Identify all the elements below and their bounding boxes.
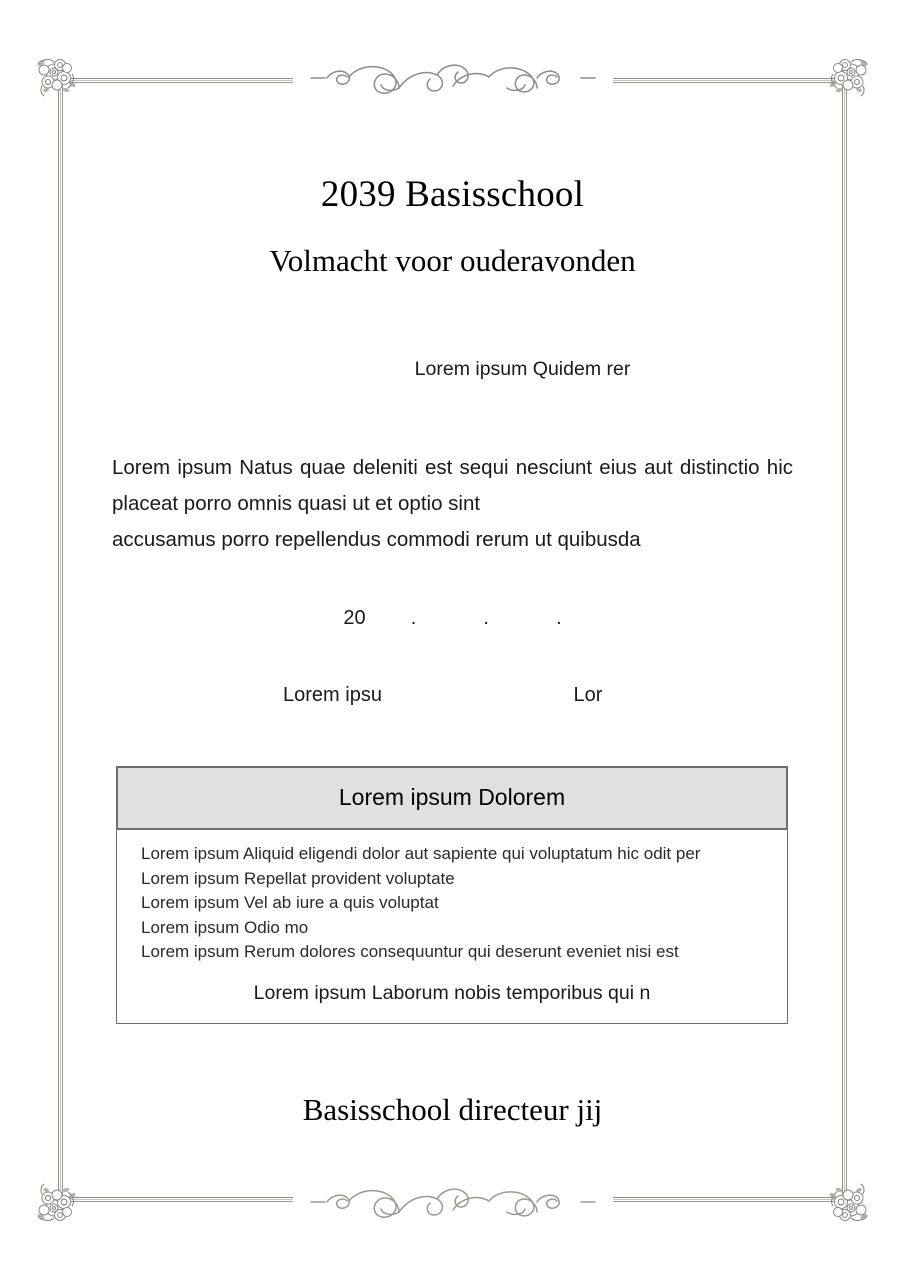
date-line xyxy=(0,607,905,630)
frame-rule-top xyxy=(58,78,847,83)
list-item: Lorem ipsum Repellat provident voluptate xyxy=(141,868,455,888)
list-item: Lorem ipsum Vel ab iure a quis voluptat xyxy=(141,893,439,912)
info-box-footnote: Lorem ipsum Laborum nobis temporibus qui n xyxy=(253,981,651,1004)
floral-rosette-icon-top-right xyxy=(821,52,873,104)
floral-rosette-icon-bottom-right xyxy=(821,1176,873,1228)
page-footer: Basisschool directeur jij xyxy=(302,1092,603,1127)
signature-label-right: Lor xyxy=(573,684,603,706)
floral-rosette-icon-bottom-left xyxy=(32,1176,84,1228)
body-paragraph-last-line: accusamus porro repellendus commodi rerum ut quibusda xyxy=(112,528,641,551)
date-separator-1: . xyxy=(410,607,417,629)
body-paragraph xyxy=(112,450,793,558)
info-box-header: Lorem ipsum Dolorem xyxy=(116,766,788,830)
list-item: Lorem ipsum Odio mo xyxy=(141,917,309,937)
list-item: Lorem ipsum Rerum dolores consequuntur qui deserunt eveniet nisi est xyxy=(141,942,679,961)
info-box-body xyxy=(116,830,788,1024)
body-paragraph-text: Lorem ipsum Natus quae deleniti est sequi nesciunt eius aut distinctio hic placeat porro omnis quasi ut et optio sint xyxy=(112,456,793,515)
page-subtitle: Volmacht voor ouderavonden xyxy=(269,243,636,278)
page-title: 2039 Basisschool xyxy=(320,174,585,215)
signature-row xyxy=(283,684,793,707)
frame-rule-bottom xyxy=(58,1197,847,1202)
frame-gap-bottom xyxy=(293,1195,613,1204)
date-separator-3: . xyxy=(556,607,562,629)
scroll-flourish-ornament-bottom xyxy=(303,1182,603,1222)
signature-label-left: Lorem ipsu xyxy=(283,684,382,706)
info-list xyxy=(117,842,787,965)
intro-line-text: Lorem ipsum Quidem rer xyxy=(414,358,631,380)
info-box xyxy=(116,766,788,1024)
floral-rosette-icon-top-left xyxy=(32,52,84,104)
intro-line xyxy=(0,358,905,381)
list-item: Lorem ipsum Aliquid eligendi dolor aut sapiente qui voluptatum hic odit per xyxy=(141,844,701,863)
scroll-flourish-ornament-top xyxy=(303,58,603,98)
date-separator-2: . xyxy=(483,607,489,629)
date-year-prefix: 20 xyxy=(343,607,366,629)
frame-gap-top xyxy=(293,76,613,85)
